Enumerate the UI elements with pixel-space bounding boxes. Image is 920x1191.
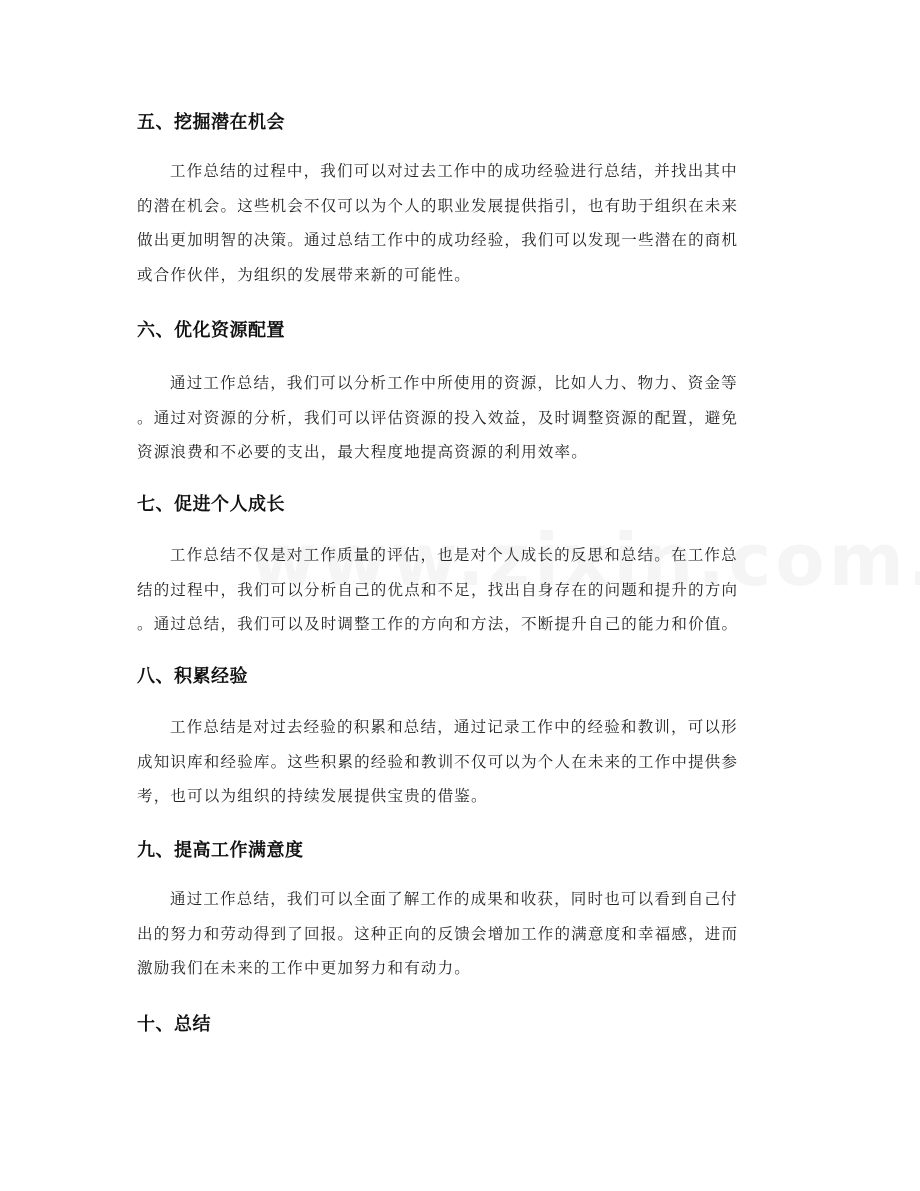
paragraph-line: 激励我们在未来的工作中更加努力和有动力。	[137, 959, 472, 978]
paragraph-line: 做出更加明智的决策。通过总结工作中的成功经验，我们可以发现一些潜在的商机	[137, 231, 739, 250]
section-heading-5: 五、挖掘潜在机会	[137, 112, 285, 133]
section-heading-6: 六、优化资源配置	[137, 320, 285, 341]
section-paragraph-6	[137, 366, 787, 470]
paragraph-line: 或合作伙伴，为组织的发展带来新的可能性。	[137, 265, 472, 284]
section-paragraph-5	[137, 154, 787, 292]
section-paragraph-7	[137, 538, 787, 642]
section-heading-8: 八、积累经验	[137, 666, 248, 687]
section-paragraph-8	[137, 710, 787, 814]
paragraph-line: 通过工作总结，我们可以全面了解工作的成果和收获，同时也可以看到自己付	[170, 890, 738, 908]
paragraph-line: 通过工作总结，我们可以分析工作中所使用的资源，比如人力、物力、资金等	[170, 374, 738, 392]
section-heading-10: 十、总结	[137, 1014, 211, 1035]
paragraph-line: 考，也可以为组织的持续发展提供宝贵的借鉴。	[137, 787, 488, 806]
paragraph-line: 工作总结是对过去经验的积累和总结，通过记录工作中的经验和教训，可以形	[170, 718, 738, 736]
paragraph-line: 资源浪费和不必要的支出，最大程度地提高资源的利用效率。	[137, 443, 588, 462]
section-paragraph-9	[137, 882, 787, 986]
paragraph-line: 结的过程中，我们可以分析自己的优点和不足，找出自身存在的问题和提升的方向	[137, 580, 739, 599]
section-heading-7: 七、促进个人成长	[137, 494, 285, 515]
section-heading-9: 九、提高工作满意度	[137, 840, 304, 861]
paragraph-line: 成知识库和经验库。这些积累的经验和教训不仅可以为个人在未来的工作中提供参	[137, 752, 739, 771]
paragraph-line: 的潜在机会。这些机会不仅可以为个人的职业发展提供指引，也有助于组织在未来	[137, 196, 739, 215]
paragraph-line: 工作总结的过程中，我们可以对过去工作中的成功经验进行总结，并找出其中	[170, 162, 738, 180]
paragraph-line: 工作总结不仅是对工作质量的评估，也是对个人成长的反思和总结。在工作总	[170, 546, 738, 564]
paragraph-line: 出的努力和劳动得到了回报。这种正向的反馈会增加工作的满意度和幸福感，进而	[137, 924, 739, 943]
paragraph-line: 。通过总结，我们可以及时调整工作的方向和方法，不断提升自己的能力和价值。	[137, 615, 739, 634]
paragraph-line: 。通过对资源的分析，我们可以评估资源的投入效益，及时调整资源的配置，避免	[137, 408, 739, 427]
